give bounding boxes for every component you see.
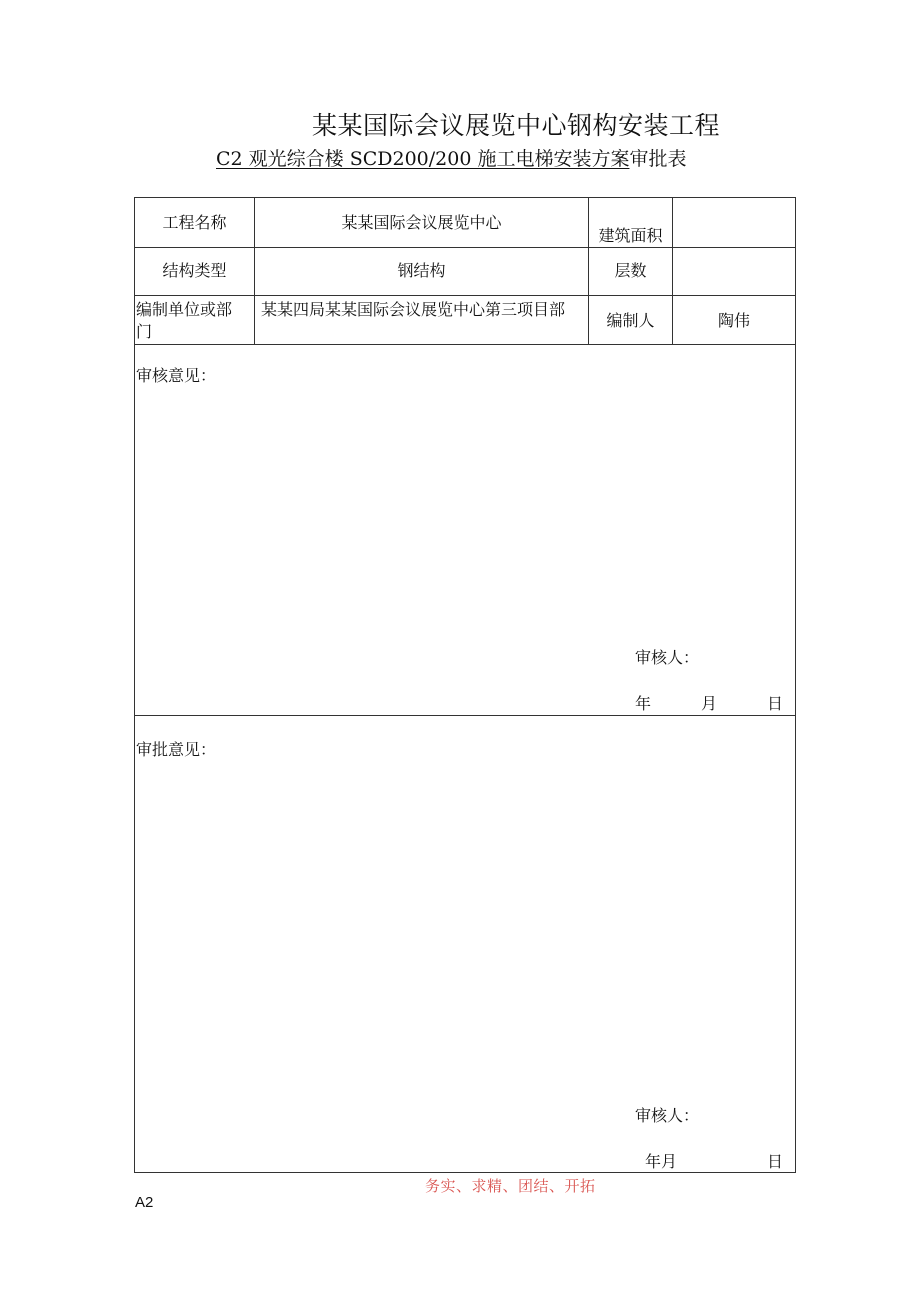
review-date-month: 月 [701,694,718,713]
section-divider [135,715,795,716]
review-signer-label: 审核人： [635,648,700,667]
approval-date-day: 日 [767,1152,784,1171]
structure-type-value: 钢结构 [397,261,446,280]
project-name-label: 工程名称 [162,213,227,232]
floors-label: 层数 [614,261,647,280]
document-title: 某某国际会议展览中心钢构安装工程 [312,111,721,140]
compiling-unit-label-line1: 编制单位或部 [136,300,233,319]
approval-opinion-title: 审批意见： [136,740,217,759]
approval-signer-label: 审核人： [635,1106,700,1125]
document-subtitle [216,144,686,171]
compiler-label: 编制人 [606,311,655,330]
subtitle-form-name: 审批表 [629,148,687,170]
row-divider [135,295,795,296]
structure-type-label: 结构类型 [162,261,227,280]
building-area-label: 建筑面积 [598,226,663,245]
compiler-value: 陶伟 [717,311,750,330]
row-divider [135,247,795,248]
review-date-day: 日 [767,694,784,713]
review-date-year: 年 [635,694,652,713]
subtitle-project-name: C2 观光综合楼 SCD200/200 施工电梯安装方案 [216,148,630,170]
compiling-unit-label-line2: 门 [136,322,153,341]
review-opinion-title: 审核意见： [136,366,217,385]
compiling-unit-value: 某某四局某某国际会议展览中心第三项目部 [261,300,566,319]
page-label: A2 [135,1194,154,1211]
row-divider [135,344,795,345]
project-name-value: 某某国际会议展览中心 [341,213,502,232]
approval-form-table [134,197,796,1173]
approval-date-year-month: 年月 [645,1152,678,1171]
footer-motto: 务实、求精、团结、开拓 [425,1177,596,1195]
